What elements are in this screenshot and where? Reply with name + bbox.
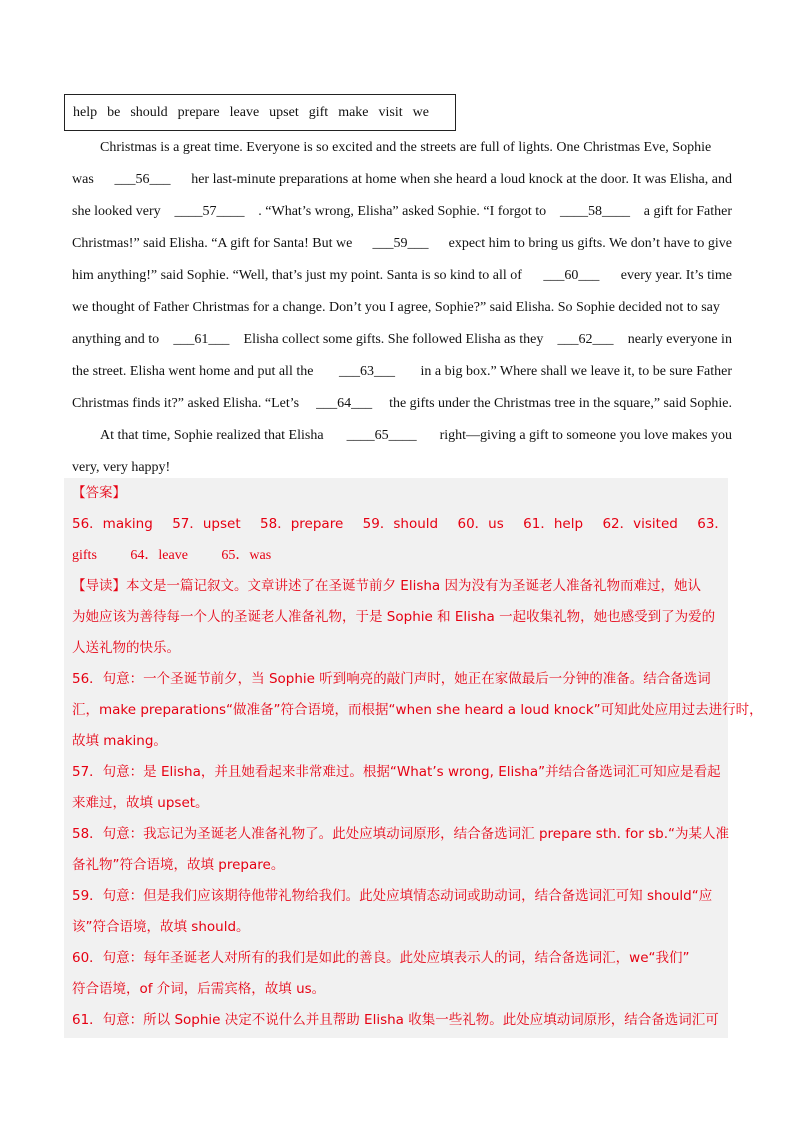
answer-item: 62．visited <box>602 516 678 532</box>
word-bank-item: prepare <box>177 104 220 120</box>
answer-item: 59．should <box>362 516 439 532</box>
word-bank-item: gift <box>308 104 329 120</box>
word-bank-item: we <box>412 104 429 120</box>
answer-item: 64．leave <box>130 548 188 563</box>
passage-line: Christmas is a great time. Everyone is so excited and the streets are full of lights. One Christmas Eve, Sophie <box>100 140 712 155</box>
answer-item: 60．us <box>457 516 504 532</box>
explanation-line: 59．句意：但是我们应该期待他带礼物给我们。此处应填情态动词或助动词，结合备选词汇可知 should“应 <box>72 888 713 904</box>
blank-63: ___63___ <box>338 364 395 379</box>
passage-line: very, very happy! <box>72 460 171 475</box>
word-bank-item: should <box>130 104 168 120</box>
word-bank-box <box>64 94 456 131</box>
answer-list-row <box>72 509 728 540</box>
passage-line: we thought of Father Christmas for a change. Don’t you I agree, Sophie?” said Elisha. So Sophie decided not to say <box>72 300 720 315</box>
blank-65: ____65____ <box>346 428 417 443</box>
explanation-line: 备礼物”符合语境，故填 prepare。 <box>72 857 285 873</box>
answer-item: 58．prepare <box>260 516 344 532</box>
answer-item: 61．help <box>523 516 584 532</box>
answer-item: 56．making <box>72 516 153 532</box>
guide-line: 为她应该为善待每一个人的圣诞老人准备礼物，于是 Sophie 和 Elisha 一起收集礼物，她也感受到了为爱的 <box>72 609 716 625</box>
passage-line: was ___56___ her last-minute preparations at home when she heard a loud knock at the door. It was Elisha, and <box>72 164 732 196</box>
answer-item: 63． <box>697 516 728 532</box>
blank-60: ___60___ <box>543 268 600 283</box>
explanation-line: 汇，make preparations“做准备”符合语境，而根据“when she heard a loud knock”可知此处应用过去进行时， <box>72 702 763 718</box>
blank-64: ___64___ <box>316 396 373 411</box>
blank-61: ___61___ <box>173 332 230 347</box>
blank-59: ___59___ <box>372 236 429 251</box>
answer-item: 57．upset <box>172 516 241 532</box>
word-bank-item: visit <box>378 104 403 120</box>
passage-line: she looked very ____57____ . “What’s wrong, Elisha” asked Sophie. “I forgot to ____58____ a gift for Father <box>72 196 732 228</box>
explanation-line: 57．句意：是 Elisha，并且她看起来非常难过。根据“What’s wrong, Elisha”并结合备选词汇可知应是看起 <box>72 764 721 780</box>
answer-list-row <box>72 540 728 571</box>
passage-line: Christmas finds it?” asked Elisha. “Let’s ___64___ the gifts under the Christmas tree in the square,” said Sophie. <box>72 388 732 420</box>
passage-line: Christmas!” said Elisha. “A gift for Santa! But we ___59___ expect him to bring us gifts. We don’t have to give <box>72 228 732 260</box>
explanation-line: 58．句意：我忘记为圣诞老人准备礼物了。此处应填动词原形，结合备选词汇 prepare sth. for sb.“为某人准 <box>72 826 729 842</box>
reading-passage <box>72 132 732 484</box>
answer-item: gifts <box>72 548 97 563</box>
explanation-line: 故填 making。 <box>72 733 167 749</box>
blank-62: ___62___ <box>557 332 614 347</box>
passage-line: him anything!” said Sophie. “Well, that’s just my point. Santa is so kind to all of ___60___ every year. It’s time <box>72 260 732 292</box>
answer-section <box>72 478 763 1036</box>
explanation-line: 符合语境，of 介词，后需宾格，故填 us。 <box>72 981 326 997</box>
explanation-line: 60．句意：每年圣诞老人对所有的我们是如此的善良。此处应填表示人的词，结合备选词汇，we“我们” <box>72 950 690 966</box>
explanation-line: 56．句意：一个圣诞节前夕，当 Sophie 听到响亮的敲门声时，她正在家做最后一分钟的准备。结合备选词 <box>72 671 711 687</box>
blank-57: ____57____ <box>174 204 245 219</box>
word-bank-item: leave <box>229 104 260 120</box>
explanation-line: 该”符合语境，故填 should。 <box>72 919 250 935</box>
word-bank-item: be <box>107 104 121 120</box>
answer-heading: 【答案】 <box>72 485 126 501</box>
blank-56: ___56___ <box>114 172 171 187</box>
explanation-line: 来难过，故填 upset。 <box>72 795 209 811</box>
word-bank-item: help <box>73 104 98 120</box>
blank-58: ____58____ <box>559 204 630 219</box>
passage-line: At that time, Sophie realized that Elisha ____65____ right—giving a gift to someone you love makes you <box>72 420 732 452</box>
guide-line: 人送礼物的快乐。 <box>72 640 180 656</box>
explanation-line: 61．句意：所以 Sophie 决定不说什么并且帮助 Elisha 收集一些礼物。此处应填动词原形，结合备选词汇可 <box>72 1012 719 1028</box>
answer-item: 65．was <box>221 548 272 563</box>
passage-line: anything and to ___61___ Elisha collect some gifts. She followed Elisha as they ___62___ nearly everyone in <box>72 324 732 356</box>
passage-line: the street. Elisha went home and put all the ___63___ in a big box.” Where shall we leave it, to be sure Father <box>72 356 732 388</box>
word-bank-item: make <box>338 104 369 120</box>
guide-line: 【导读】本文是一篇记叙文。文章讲述了在圣诞节前夕 Elisha 因为没有为圣诞老人准备礼物而难过，她认 <box>72 578 701 594</box>
word-bank-item: upset <box>269 104 299 120</box>
